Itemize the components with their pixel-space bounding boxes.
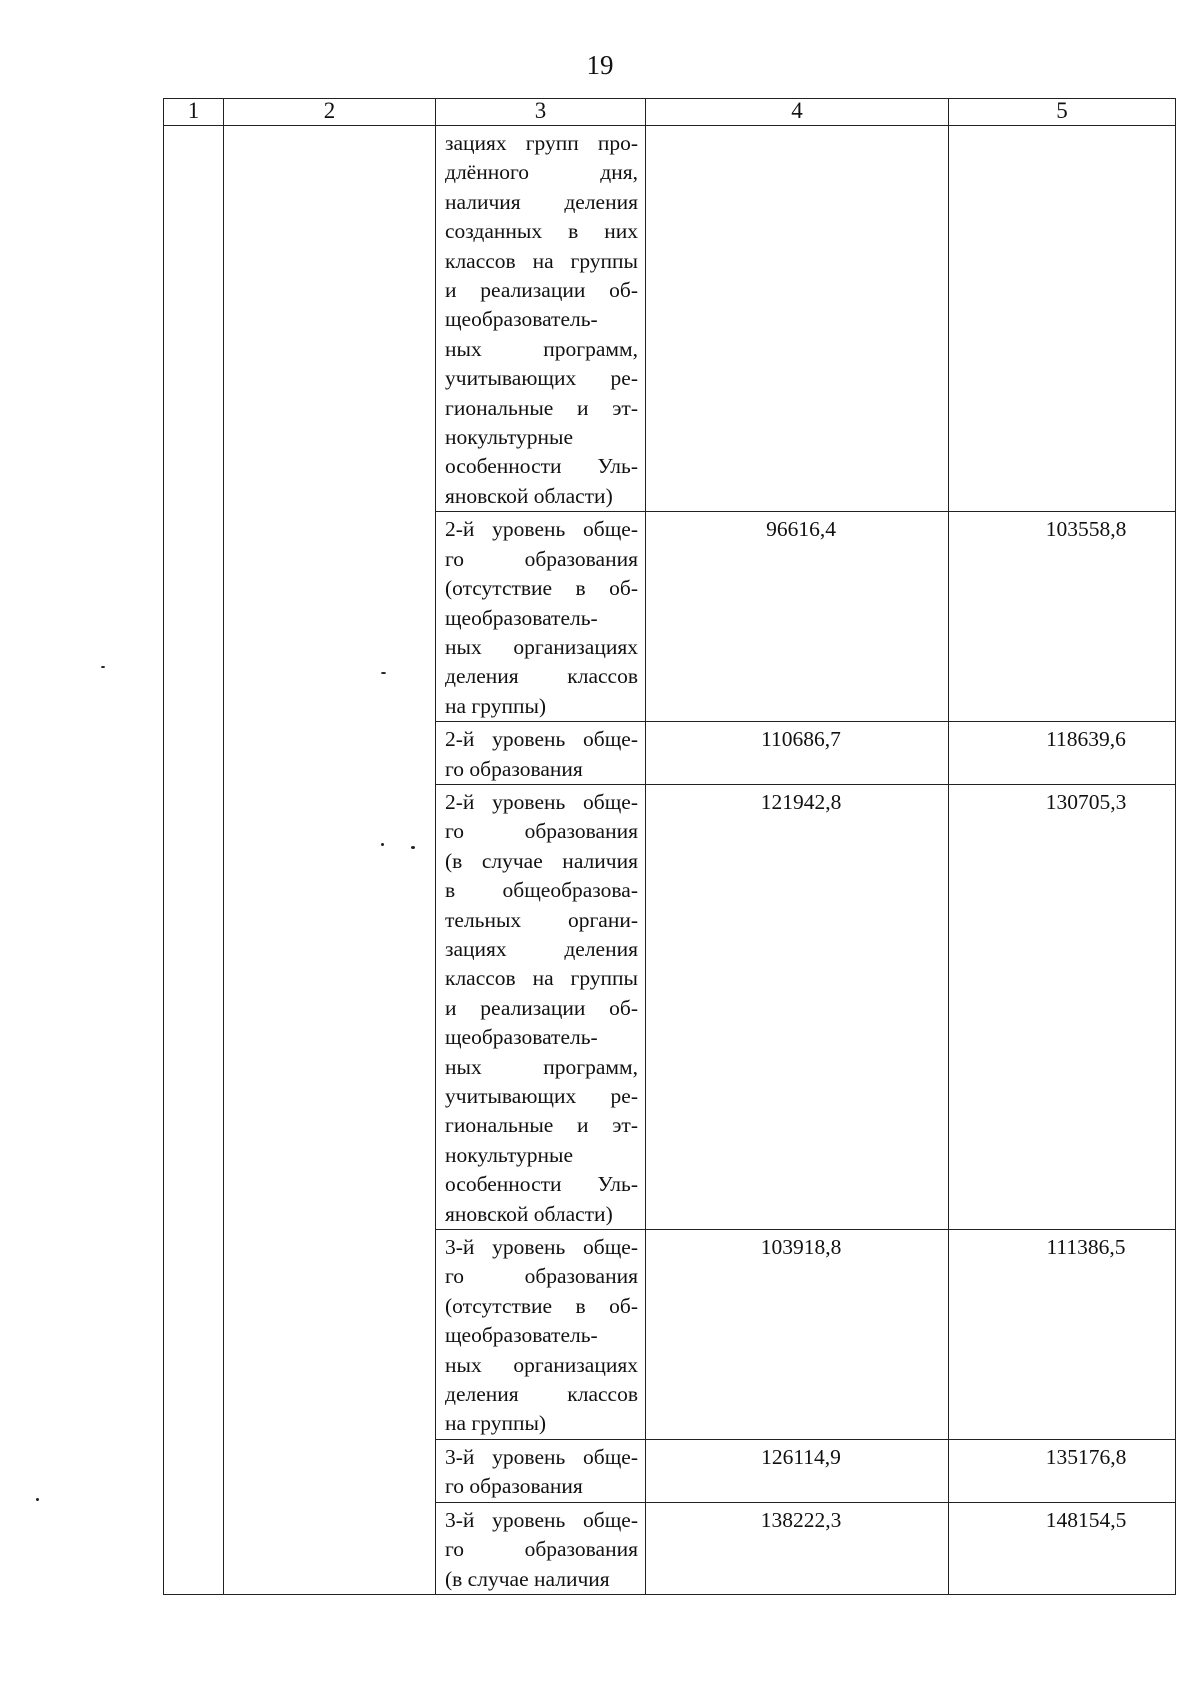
col1-cell (164, 126, 224, 1595)
scan-speck (411, 846, 415, 849)
column-header-3: 3 (436, 99, 646, 126)
col4-cell (646, 784, 949, 1229)
col3-line: (в случае наличия (445, 848, 638, 873)
col3-line: 3-й уровень обще- (445, 1507, 638, 1532)
col5-value (949, 126, 1175, 129)
column-header-1: 1 (164, 99, 224, 126)
col3-line: в общеобразова- (445, 878, 638, 903)
col3-line: нокультурные (445, 425, 574, 450)
col3-line: особенности Уль- (445, 454, 638, 479)
col3-line: гиональные и эт- (445, 395, 638, 420)
col3-cell (436, 126, 646, 512)
col3-line: го образования (445, 1537, 638, 1562)
col3-line: и реализации об- (445, 995, 638, 1020)
col5-value: 111386,5 (1046, 1235, 1126, 1260)
col3-line: щеобразователь- (445, 1025, 598, 1050)
col3-line: 3-й уровень обще- (445, 1235, 638, 1260)
col3-line: особенности Уль- (445, 1172, 638, 1197)
col3-cell (436, 1502, 646, 1594)
col3-line: на группы) (445, 1411, 547, 1436)
col3-line: 2-й уровень обще- (445, 517, 638, 542)
col4-cell (646, 722, 949, 785)
col4-value: 126114,9 (761, 1444, 841, 1469)
col3-cell (436, 784, 646, 1229)
col3-text (436, 1230, 645, 1439)
col3-line: ных организациях (445, 1352, 638, 1377)
col3-line: (отсутствие в об- (445, 1293, 638, 1318)
col3-line: ных организациях (445, 634, 638, 659)
col4-cell (646, 512, 949, 722)
col4-value: 96616,4 (766, 517, 836, 542)
col5-cell (949, 126, 1176, 512)
col3-line: ных программ, (445, 1054, 638, 1079)
col3-text (436, 1503, 645, 1594)
scan-speck (381, 843, 384, 846)
col4-cell (646, 1230, 949, 1440)
col3-line: (отсутствие в об- (445, 576, 638, 601)
data-table (163, 98, 1176, 1595)
col4-value: 103918,8 (760, 1235, 842, 1260)
col3-text (436, 512, 645, 721)
scan-speck (381, 672, 386, 674)
col4-value: 110686,7 (761, 727, 841, 752)
column-header-2: 2 (224, 99, 436, 126)
col3-line: деления классов (445, 1382, 638, 1407)
col3-line: яновской области) (445, 483, 613, 508)
col2-cell (224, 126, 436, 1595)
col3-line: зациях групп про- (445, 131, 638, 155)
col4-cell (646, 1502, 949, 1594)
col5-cell (949, 1502, 1176, 1594)
col3-text (436, 785, 645, 1229)
col3-text (436, 126, 645, 511)
col3-cell (436, 1439, 646, 1502)
col5-cell (949, 784, 1176, 1229)
col3-line: го образования (445, 819, 638, 844)
col3-line: классов на группы (445, 248, 638, 273)
col3-line: щеобразователь- (445, 605, 598, 630)
scan-speck (36, 1498, 39, 1501)
col3-line: учитывающих ре- (445, 1084, 638, 1108)
col3-line: деления классов (445, 664, 638, 689)
column-header-5: 5 (949, 99, 1176, 126)
col3-line: 2-й уровень обще- (445, 789, 638, 814)
col3-line: щеобразователь- (445, 307, 598, 332)
col5-value: 118639,6 (1046, 727, 1126, 752)
col3-line: зациях деления (445, 936, 638, 961)
col4-cell (646, 126, 949, 512)
col4-value (646, 126, 948, 129)
col5-cell (949, 1439, 1176, 1502)
col5-value: 103558,8 (1045, 517, 1127, 542)
col3-line: учитывающих ре- (445, 366, 638, 391)
col3-line: го образования (445, 546, 638, 571)
col3-line: го образования (445, 1474, 583, 1499)
col3-text (436, 1440, 645, 1502)
col5-value: 135176,8 (1045, 1444, 1127, 1469)
table-body (164, 126, 1176, 1595)
column-header-4: 4 (646, 99, 949, 126)
col3-cell (436, 512, 646, 722)
col3-cell (436, 722, 646, 785)
col4-value: 138222,3 (760, 1507, 842, 1532)
page-number: 19 (586, 50, 614, 80)
col3-line: ных программ, (445, 336, 638, 361)
col3-line: (в случае наличия (445, 1566, 610, 1591)
header-row (164, 99, 1176, 126)
table-row (164, 126, 1176, 512)
col3-line: тельных органи- (445, 907, 638, 932)
col3-line: созданных в них (445, 219, 638, 244)
col5-cell (949, 512, 1176, 722)
col3-line: длённого дня, (445, 160, 638, 185)
col3-line: 3-й уровень обще- (445, 1444, 638, 1469)
col3-line: яновской области) (445, 1201, 613, 1226)
col3-cell (436, 1230, 646, 1440)
col3-line: 2-й уровень обще- (445, 727, 638, 752)
col3-line: щеобразователь- (445, 1323, 598, 1348)
col3-line: го образования (445, 756, 583, 781)
col3-line: нокультурные (445, 1142, 574, 1167)
col4-value: 121942,8 (760, 789, 842, 814)
scan-speck (101, 666, 105, 668)
col5-value: 130705,3 (1045, 789, 1127, 814)
col3-text (436, 722, 645, 784)
col3-line: го образования (445, 1264, 638, 1289)
col3-line: наличия деления (445, 189, 638, 214)
col5-cell (949, 722, 1176, 785)
col3-line: на группы) (445, 693, 547, 718)
col3-line: гиональные и эт- (445, 1113, 638, 1138)
col4-cell (646, 1439, 949, 1502)
col3-line: классов на группы (445, 966, 638, 991)
col5-value: 148154,5 (1045, 1507, 1127, 1532)
col5-cell (949, 1230, 1176, 1440)
col3-line: и реализации об- (445, 278, 638, 303)
